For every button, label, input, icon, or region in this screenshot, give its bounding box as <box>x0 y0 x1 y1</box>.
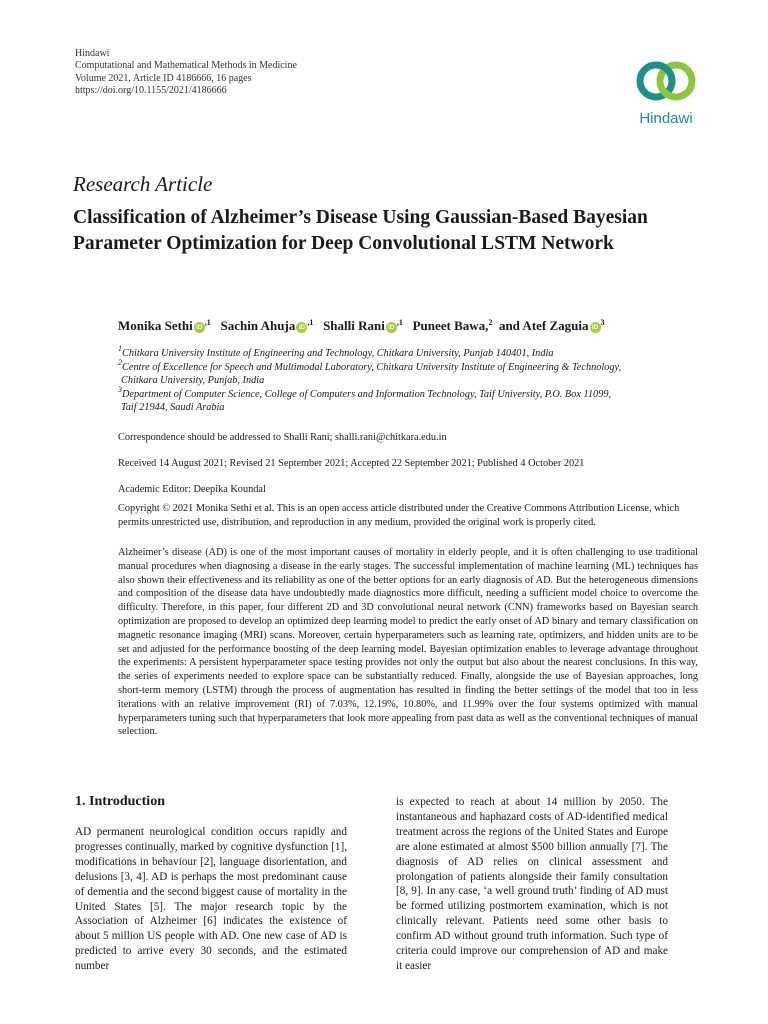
section-heading: 1. Introduction <box>75 794 165 809</box>
affiliation-1: $^1$Chitkara University Institute of Engineering and Technology, Chitkara University, Punjab 140401, India <box>118 344 554 359</box>
orcid-icon[interactable]: iD <box>386 322 397 333</box>
abstract: Alzheimer’s disease (AD) is one of the most important causes of mortality in elderly people, and it is often challenging to use traditional manual procedures when diagnosing a disease in the early stages. The successful implementation of machine learning (ML) techniques has also shown their effectiveness and its reliability as one of the better options for an early diagnosis of AD. But the heterogeneous dimensions and composition of the disease data have undoubtedly made diagnostics more difficult, needing a sufficient model choice to overcome the difficulty. Therefore, in this paper, four different 2D and 3D convolutional neural network (CNN) frameworks based on Bayesian search optimization are proposed to develop an optimized deep learning model to predict the early onset of AD binary and ternary classification on magnetic resonance imaging (MRI) scans. Moreover, certain hyperparameters such as learning rate, optimizers, and hidden units are to be set and adjusted for the performance boosting of the deep learning model. Bayesian optimization enables to leverage advantage throughout the experiments: A persistent hyperparameter space testing provides not only the output but also about the nearest conclusions. In this way, the series of experiments needed to explore space can be substantially reduced. Finally, alongside the use of Bayesian approaches, long short-term memory (LSTM) through the process of augmentation has resulted in finding the better settings of the model that too in less iterations with an relative improvement (RI) of 7.03%, 12.19%, 10.80%, and 11.99% over the four systems optimized with manual hyperparameters tuning such that hyperparameters that look more appealing from past data as well as the conventional techniques of manual selection. <box>118 547 698 738</box>
author-affiliation: ,1 <box>396 318 403 327</box>
journal-name: Computational and Mathematical Methods in Medicine <box>75 60 297 72</box>
author-name[interactable]: and Atef Zaguia <box>498 318 589 333</box>
journal-header <box>75 48 297 98</box>
affiliations <box>118 344 718 415</box>
body-column-right: is expected to reach at about 14 million by 2050. The instantaneous and haphazard costs of AD-identified medical treatment across the regions of the United States and Europe are alone estimated at almost $500 billion annually [7]. The diagnosis of AD relies on clinical assessment and prolongation of patients alongside their family consultation [8, 9]. In any case, ‘a well ground truth’ finding of AD must be formed utilizing postmortem examination, which is not clinically relevant. Patients need some other basis to confirm AD without ground truth information. Such type of criteria could improve our comprehension of AD and make it easier <box>396 796 668 972</box>
affiliation-3-cont: Taif 21944, Saudi Arabia <box>121 402 225 414</box>
affiliation-2-cont: Chitkara University, Punjab, India <box>121 375 265 387</box>
hindawi-rings-icon <box>633 55 699 107</box>
affiliation-2: $^2$Centre of Excellence for Speech and Multimodal Laboratory, Chitkara University Institute of Engineering & Technology, <box>118 357 622 373</box>
publication-dates: Received 14 August 2021; Revised 21 September 2021; Accepted 22 September 2021; Published 4 October 2021 <box>118 458 585 469</box>
publisher-name: Hindawi <box>75 48 110 59</box>
volume-info: Volume 2021, Article ID 4186666, 16 pages <box>75 72 252 84</box>
logo-text: Hindawi <box>639 110 693 127</box>
orcid-icon[interactable]: iD <box>590 322 601 333</box>
author-list <box>118 318 718 334</box>
author-affiliation: 3 <box>600 318 605 327</box>
academic-editor: Academic Editor: Deepika Koundal <box>118 484 266 495</box>
doi-link[interactable]: https://doi.org/10.1155/2021/4186666 <box>75 85 227 97</box>
copyright-notice: Copyright © 2021 Monika Sethi et al. This is an open access article distributed under the Creative Commons Attribution License, which permits unrestricted use, distribution, and reproduction in any medium, provided the original work is properly cited. <box>118 503 680 528</box>
author-affiliation: ,1 <box>204 318 211 327</box>
article-title: Classification of Alzheimer’s Disease Using Gaussian-Based Bayesian Parameter Optimization for Deep Convolutional LSTM Network <box>73 207 648 254</box>
correspondence: Correspondence should be addressed to Shalli Rani; shalli.rani@chitkara.edu.in <box>118 432 447 443</box>
author-affiliation: 2 <box>488 318 493 327</box>
orcid-icon[interactable]: iD <box>296 322 307 333</box>
affiliation-3: $^3$Department of Computer Science, College of Computers and Information Technology, Taif University, P.O. Box 11099, <box>118 384 612 400</box>
hindawi-logo <box>630 55 702 135</box>
author-name[interactable]: Puneet Bawa, <box>412 318 489 333</box>
author-affiliation: ,1 <box>307 318 314 327</box>
author-name[interactable]: Sachin Ahuja <box>220 318 296 333</box>
orcid-icon[interactable]: iD <box>194 322 205 333</box>
author-name[interactable]: Monika Sethi <box>118 318 193 333</box>
body-column-left: AD permanent neurological condition occurs rapidly and progresses continually, marked by cognitive dysfunction [1], modifications in behaviour [2], language disorientation, and delusions [3, 4]. AD is perhaps the most predominant cause of dementia and the second biggest cause of mortality in the United States [5]. The major research topic by the Association of Alzheimer [6] indicates the existence of about 5 million US people with AD. One new case of AD is predicted to arrive every 30 seconds, and the estimated number <box>75 826 347 973</box>
author-name[interactable]: Shalli Rani <box>323 318 385 333</box>
article-type: Research Article <box>73 172 213 196</box>
